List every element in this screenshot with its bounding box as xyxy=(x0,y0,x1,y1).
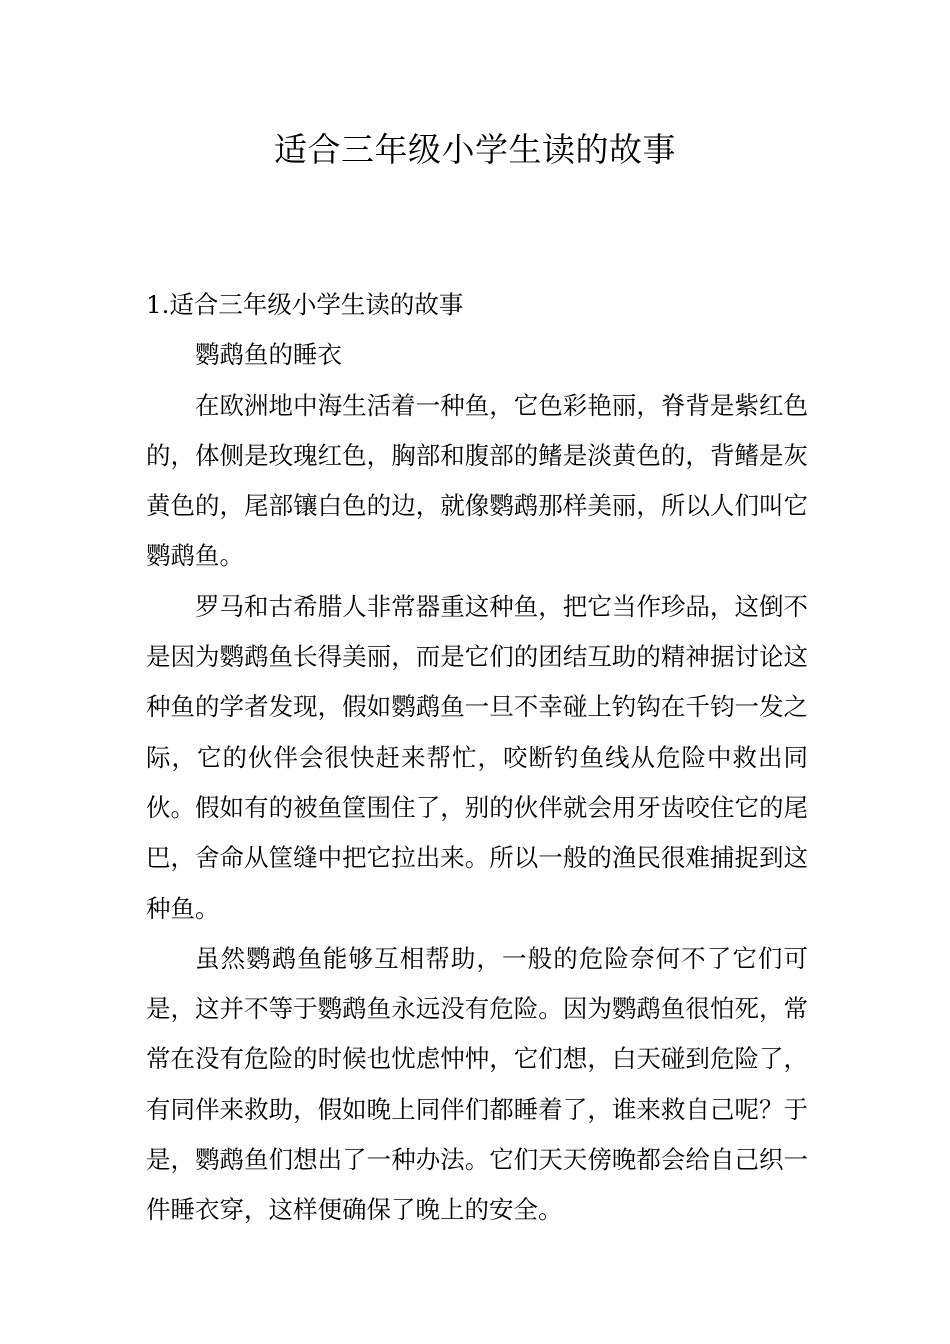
section-heading: 1.适合三年级小学生读的故事 xyxy=(146,290,464,319)
story-title: 鹦鹉鱼的睡衣 xyxy=(195,340,342,370)
document-body xyxy=(146,280,808,1236)
paragraph-3: 虽然鹦鹉鱼能够互相帮助，一般的危险奈何不了它们可是，这并不等于鹦鹉鱼永远没有危险。因为鹦鹉鱼很怕死，常常在没有危险的时候也忧虑忡忡，它们想，白天碰到危险了，有同伴来救助，假如晚上同伴们都睡着了，谁来救自己呢？于是，鹦鹉鱼们想出了一种办法。它们天天傍晚都会给自己织一件睡衣穿，这样便确保了晚上的安全。 xyxy=(146,943,808,1225)
document-title: 适合三年级小学生读的故事 xyxy=(274,130,676,169)
paragraph-1: 在欧洲地中海生活着一种鱼，它色彩艳丽，脊背是紫红色的，体侧是玫瑰红色，胸部和腹部的鳍是淡黄色的，背鳍是灰黄色的，尾部镶白色的边，就像鹦鹉那样美丽，所以人们叫它鹦鹉鱼。 xyxy=(146,390,808,571)
paragraph-2: 罗马和古希腊人非常器重这种鱼，把它当作珍品，这倒不是因为鹦鹉鱼长得美丽，而是它们的团结互助的精神据讨论这种鱼的学者发现，假如鹦鹉鱼一旦不幸碰上钓钩在千钧一发之际，它的伙伴会很快赶来帮忙，咬断钓鱼线从危险中救出同伙。假如有的被鱼筐围住了，别的伙伴就会用牙齿咬住它的尾巴，舍命从筐缝中把它拉出来。所以一般的渔民很难捕捉到这种鱼。 xyxy=(146,591,808,923)
